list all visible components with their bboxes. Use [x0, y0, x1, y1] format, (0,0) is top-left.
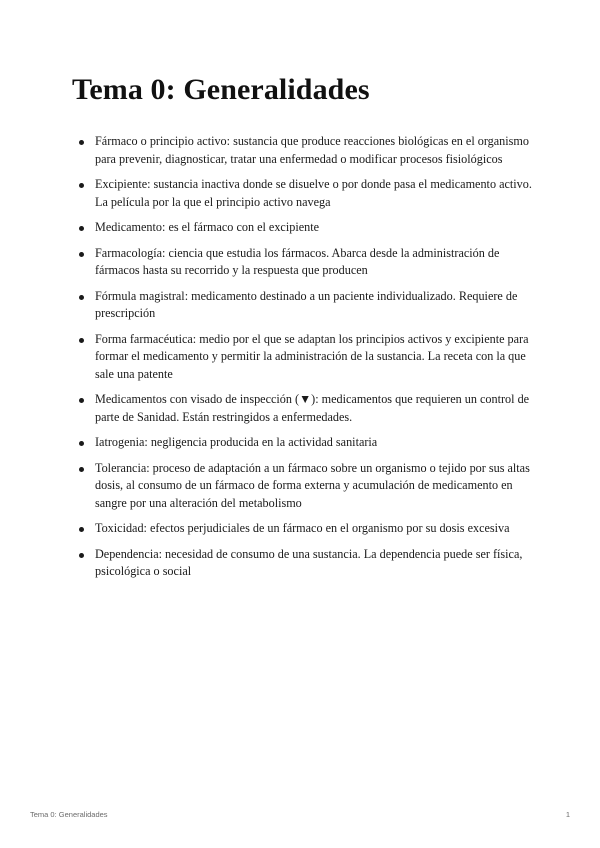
list-item: [72, 219, 532, 237]
list-item: [72, 434, 532, 452]
list-item: [72, 391, 532, 426]
footer-title: Tema 0: Generalidades: [30, 810, 108, 819]
bullet-icon: [79, 441, 84, 446]
bullet-icon: [79, 398, 84, 403]
definitions-list: [72, 133, 532, 589]
list-item: [72, 176, 532, 211]
list-item-text: Medicamentos con visado de inspección (▼): medicamentos que requieren un control de parte de Sanidad. Están restringidos a enfermedades.: [95, 392, 530, 424]
bullet-icon: [79, 295, 84, 300]
list-item-text: Farmacología: ciencia que estudia los fármacos. Abarca desde la administración de fármacos hasta su recorrido y la respuesta que producen: [95, 245, 500, 277]
bullet-icon: [79, 527, 84, 532]
list-item: [72, 133, 532, 168]
list-item-text: Medicamento: es el fármaco con el excipiente: [95, 220, 320, 234]
list-item-text: Toxicidad: efectos perjudiciales de un fármaco en el organismo por su dosis excesiva: [95, 521, 510, 535]
bullet-icon: [79, 467, 84, 472]
list-item-text: Fármaco o principio activo: sustancia que produce reacciones biológicas en el organismo para prevenir, diagnosticar, tratar una enfermedad o modificar procesos fisiológicos: [95, 134, 529, 166]
list-item: [72, 245, 532, 280]
list-item-text: Dependencia: necesidad de consumo de una sustancia. La dependencia puede ser física, psicológica o social: [95, 546, 523, 578]
bullet-icon: [79, 183, 84, 188]
list-item-text: Fórmula magistral: medicamento destinado a un paciente individualizado. Requiere de prescripción: [95, 288, 518, 320]
list-item: [72, 288, 532, 323]
list-item-text: Tolerancia: proceso de adaptación a un fármaco sobre un organismo o tejido por sus altas dosis, al consumo de un fármaco de forma externa y acumulación de medicamento en sangre por una alteración del metabolismo: [95, 460, 530, 510]
list-item: [72, 520, 532, 538]
page-title: Tema 0: Generalidades: [72, 73, 370, 106]
bullet-icon: [79, 553, 84, 558]
list-item-text: Iatrogenia: negligencia producida en la actividad sanitaria: [95, 435, 378, 449]
bullet-icon: [79, 226, 84, 231]
list-item-text: Forma farmacéutica: medio por el que se adaptan los principios activos y excipiente para formar el medicamento y permitir la administración de la sustancia. La receta con la que sale una patente: [95, 331, 529, 381]
list-item: [72, 460, 532, 513]
bullet-icon: [79, 338, 84, 343]
bullet-icon: [79, 252, 84, 257]
list-item: [72, 331, 532, 384]
bullet-icon: [79, 140, 84, 145]
list-item: [72, 546, 532, 581]
page-number: 1: [565, 810, 570, 819]
list-item-text: Excipiente: sustancia inactiva donde se disuelve o por donde pasa el medicamento activo. La película por la que el principio activo navega: [95, 177, 532, 209]
